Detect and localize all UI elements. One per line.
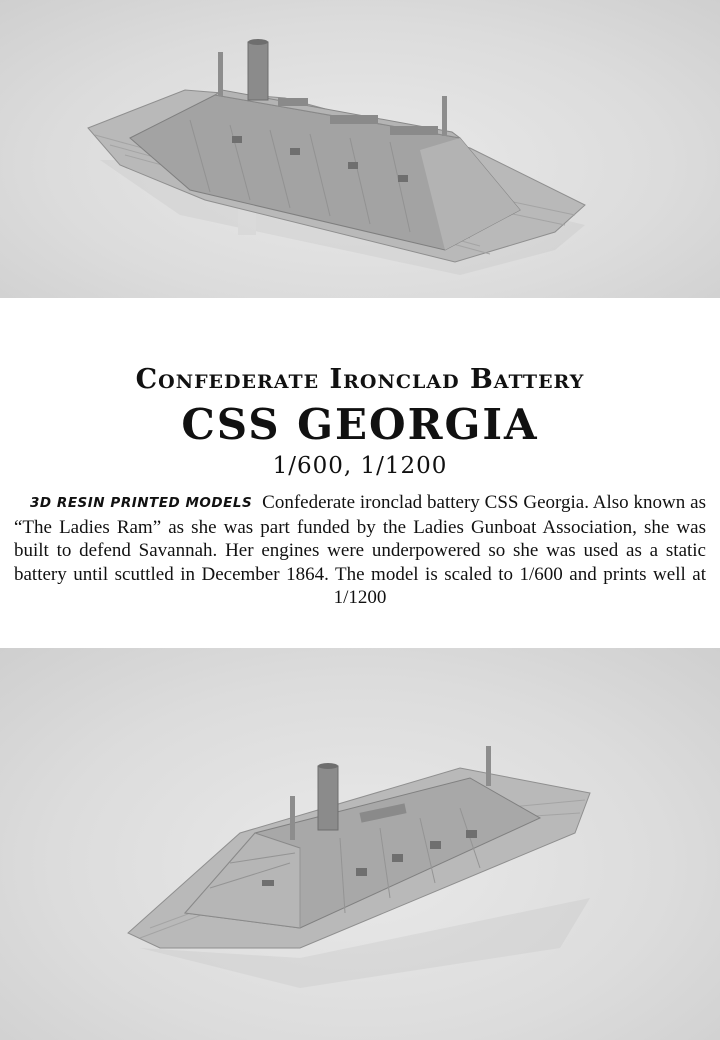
description-panel bbox=[0, 298, 720, 648]
scale-options: 1/600, 1/1200 bbox=[272, 453, 448, 479]
brand-logo-text: 3D RESIN PRINTED MODELS bbox=[30, 495, 253, 511]
description-text: Confederate ironclad battery CSS Georgia. Also known as “The Ladies Ram” as she was part funded by the Ladies Gunboat Association, she was built to defend Savannah. Her engines were underpowered so she was used as a static battery until scuttled in December 1864. The model is scaled to 1/600 and prints well at 1/1200 bbox=[14, 492, 706, 608]
product-subtitle: Confederate Ironclad Battery bbox=[135, 364, 585, 395]
ironclad-render-bottom bbox=[0, 648, 720, 1040]
product-title: CSS GEORGIA bbox=[181, 400, 539, 449]
funnel bbox=[318, 766, 338, 830]
product-description bbox=[14, 491, 706, 610]
funnel bbox=[248, 42, 268, 100]
ironclad-render-top bbox=[0, 0, 720, 298]
